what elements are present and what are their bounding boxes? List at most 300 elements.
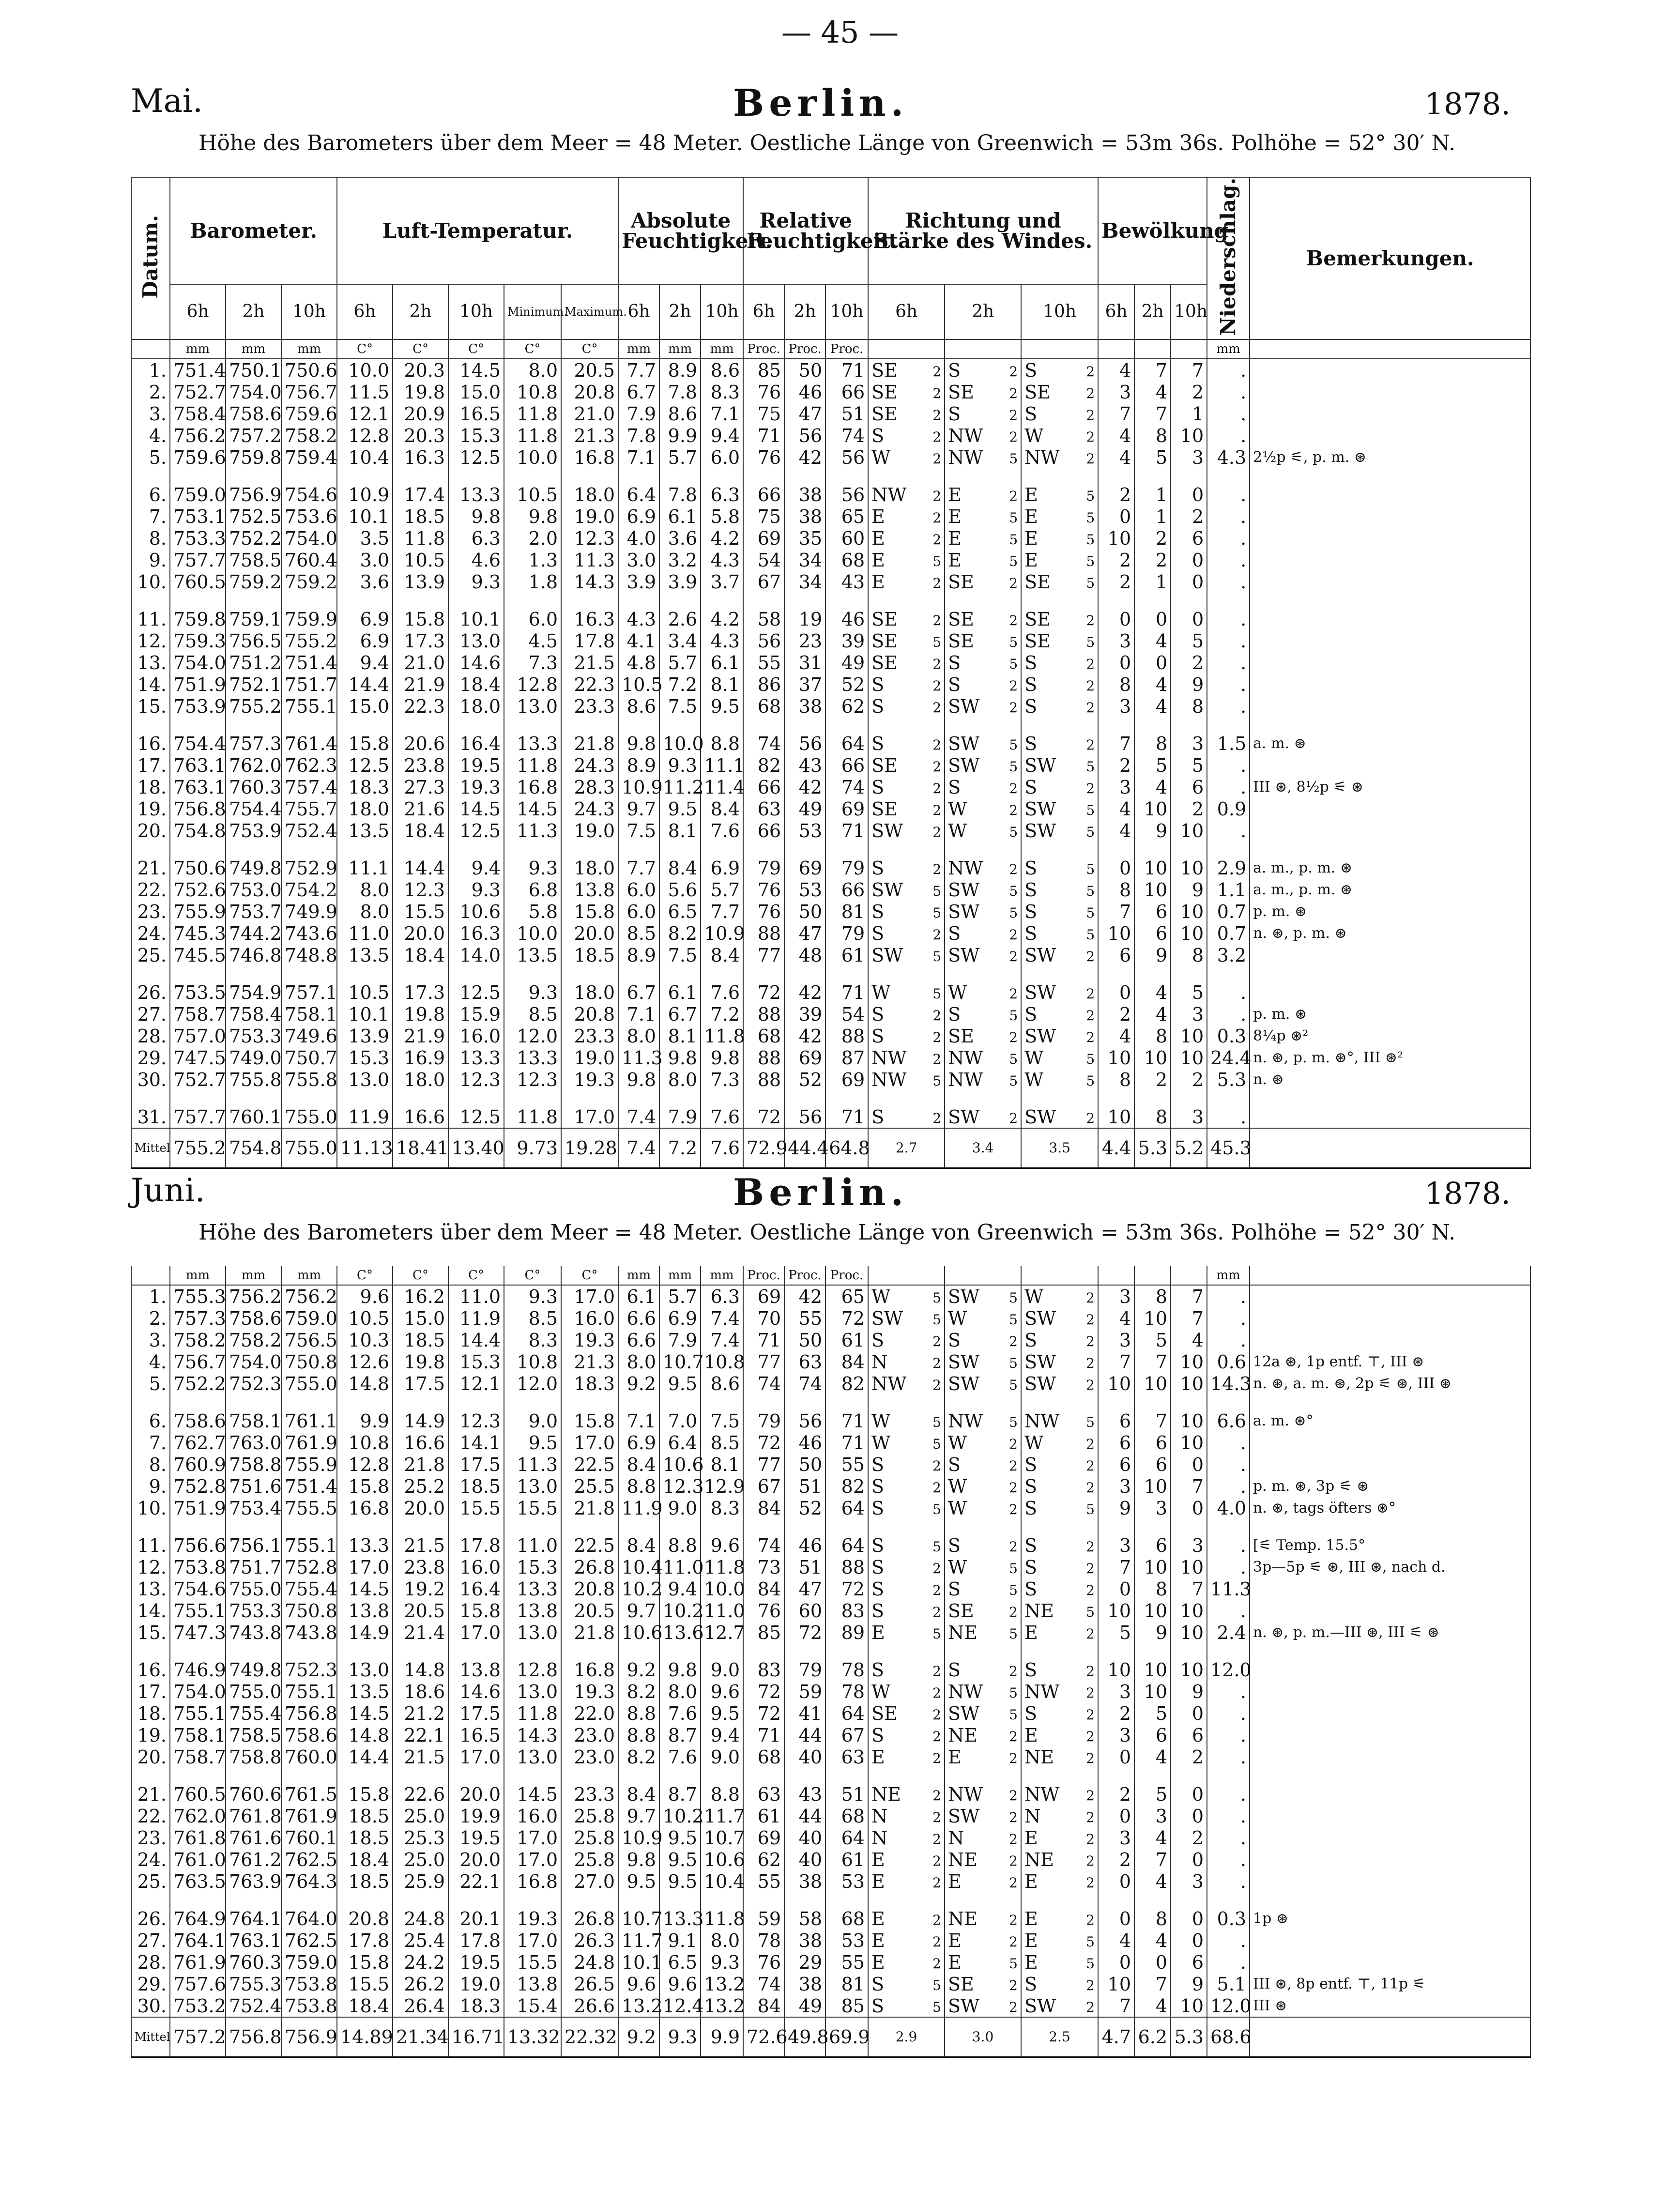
date-cell: 22. (131, 1805, 170, 1827)
wind-cell: E 2 (868, 1849, 945, 1870)
precip-cell: . (1207, 403, 1250, 425)
precip-cell: . (1207, 630, 1250, 652)
value-cell: 6.0 (618, 901, 659, 922)
wind-cell: SE 2 (868, 608, 945, 630)
value-cell: 6.5 (659, 1951, 701, 1973)
value-cell: 9.1 (659, 1929, 701, 1951)
gap-cell (561, 1519, 618, 1534)
unit-cell: mm (1207, 339, 1250, 359)
cloud-cell: 10 (1171, 1351, 1207, 1373)
value-cell: 14.5 (504, 798, 561, 820)
remark-cell: n. ⊛, p. m. ⊛°, III ⊛² (1250, 1047, 1530, 1069)
wind-cell: SW 5 (1021, 754, 1098, 776)
value-cell: 12.8 (504, 1659, 561, 1681)
gap-cell (170, 1892, 226, 1908)
wind-cell: E 2 (945, 484, 1021, 505)
wind-cell: S 2 (945, 1329, 1021, 1351)
value-cell: 63 (743, 798, 784, 820)
wind-force: 2 (1009, 385, 1018, 401)
value-cell: 760.0 (281, 1746, 337, 1768)
value-cell: 20.3 (393, 425, 448, 446)
precip-cell: 12.0 (1207, 1995, 1250, 2017)
wind-force: 2 (932, 1955, 941, 1972)
gap-cell (281, 1768, 337, 1783)
value-cell: 11.7 (618, 1929, 659, 1951)
remark-cell (1250, 652, 1530, 674)
wind-force: 5 (1086, 802, 1095, 818)
value-cell: 751.2 (226, 652, 281, 674)
value-cell: 19.0 (561, 505, 618, 527)
wind-cell: W 5 (945, 820, 1021, 842)
gap-cell (504, 717, 561, 733)
value-cell: 11.8 (504, 1702, 561, 1724)
gap-cell (281, 1519, 337, 1534)
cloud-cell: 6 (1134, 1724, 1171, 1746)
gap-cell (743, 1768, 784, 1783)
unit-cell: mm (226, 1266, 281, 1285)
value-cell: 6.4 (659, 1432, 701, 1454)
wind-cell: W 5 (945, 1307, 1021, 1329)
value-cell: 10.4 (618, 1556, 659, 1578)
date-cell: 25. (131, 944, 170, 966)
wind-force: 2 (932, 736, 942, 753)
gap-cell (825, 966, 868, 981)
gap-cell (448, 593, 504, 608)
value-cell: 22.1 (448, 1870, 504, 1892)
gap-cell (561, 1643, 618, 1659)
gap-cell (1207, 1394, 1250, 1410)
date-cell: 29. (131, 1973, 170, 1995)
wind-force: 5 (1009, 450, 1018, 467)
date-cell: 19. (131, 798, 170, 820)
value-cell: 10.9 (618, 776, 659, 798)
value-cell: 10.4 (701, 1870, 743, 1892)
cloud-cell: 5 (1134, 754, 1171, 776)
value-cell: 22.0 (561, 1702, 618, 1724)
gap-cell (448, 1090, 504, 1106)
may-table-body (131, 339, 1530, 1168)
value-cell: 8.6 (701, 1373, 743, 1394)
value-cell: 42 (784, 446, 825, 468)
gap-cell (825, 1768, 868, 1783)
value-cell: 6.6 (618, 1307, 659, 1329)
wind-cell: SW 2 (1021, 1351, 1098, 1373)
cloud-cell: 3 (1171, 1870, 1207, 1892)
value-cell: 14.5 (448, 798, 504, 820)
col-datum: Datum. (131, 177, 170, 339)
wind-cell: SE 2 (868, 381, 945, 403)
wind-cell: E 5 (1021, 1929, 1098, 1951)
wind-cell: SW 5 (945, 901, 1021, 922)
wind-cell: S 2 (1021, 1534, 1098, 1556)
gap-cell (1098, 842, 1134, 857)
table-row (131, 754, 1530, 776)
wind-force: 5 (932, 1625, 941, 1642)
wind-force: 2 (932, 1029, 942, 1045)
gap-cell (1171, 966, 1207, 981)
wind-force: 2 (1009, 1457, 1018, 1474)
unit-cell: mm (659, 339, 701, 359)
value-cell: 18.4 (393, 944, 448, 966)
table-row (131, 1307, 1530, 1329)
mean-value: 72.6 (743, 2017, 784, 2057)
gap-cell (868, 593, 945, 608)
cloud-cell: 7 (1098, 1351, 1134, 1373)
table-row (131, 1106, 1530, 1128)
value-cell: 56 (825, 446, 868, 468)
precip-cell: . (1207, 1702, 1250, 1724)
value-cell: 761.8 (226, 1805, 281, 1827)
cloud-cell: 4 (1134, 1003, 1171, 1025)
cloud-cell: 10 (1134, 1681, 1171, 1702)
value-cell: 8.0 (337, 901, 393, 922)
value-cell: 756.2 (281, 1285, 337, 1307)
value-cell: 756.8 (281, 1702, 337, 1724)
unit-cell (131, 339, 170, 359)
value-cell: 756.1 (226, 1534, 281, 1556)
value-cell: 18.4 (337, 1995, 393, 2017)
value-cell: 21.3 (561, 425, 618, 446)
mean-value: 21.34 (393, 2017, 448, 2057)
wind-force: 2 (1009, 1912, 1018, 1928)
gap-cell (1021, 1768, 1098, 1783)
value-cell: 19.3 (561, 1681, 618, 1702)
gap-cell (504, 593, 561, 608)
value-cell: 25.9 (393, 1870, 448, 1892)
value-cell: 6.5 (659, 901, 701, 922)
value-cell: 76 (743, 879, 784, 901)
value-cell: 12.5 (448, 820, 504, 842)
value-cell: 75 (743, 403, 784, 425)
gap-cell (701, 1892, 743, 1908)
value-cell: 753.8 (281, 1995, 337, 2017)
unit-cell (1171, 339, 1207, 359)
value-cell: 50 (784, 901, 825, 922)
date-cell: 3. (131, 1329, 170, 1351)
value-cell: 8.8 (701, 1783, 743, 1805)
remark-cell (1250, 1951, 1530, 1973)
value-cell: 763.5 (170, 1870, 226, 1892)
remark-cell (1250, 484, 1530, 505)
wind-cell: NW 2 (1021, 1783, 1098, 1805)
value-cell: 761.6 (226, 1827, 281, 1849)
may-table: Datum. Barometer. Luft-Temperatur. Absolute Feuchtigkeit. Relative Feuchtigkeit. Richtung und Stärke des Windes. Bewölkung Niederschlag. Bemerkungen. 6h 2h 10h 6h 2h 10h Minimum. Maximum. 6h 2h 10h 6h 2h 10h 6h 2h 10h 6h 2h 10h mm mm mm C° C° C° C° C° mm mm mm Proc. Proc. Proc. mm 1. 751.4 750.1 750.6 10.0 20.3 14.5 8.0 20.5 7.7 8.9 8.6 85 50 71 SE 2 S 2 S 2 4 7 7 . 2. 752.7 754.0 756.7 11.5 19.8 15.0 10.8 20.8 6.7 7.8 8.3 76 46 66 SE 2 SE 2 SE 2 3 4 2 . 3. 758.4 758.6 759.6 12.1 20.9 16.5 11.8 21.0 7.9 8.6 7.1 75 47 51 SE 2 S 2 S 2 7 7 1 . 4. 756.2 757.2 758.2 12.8 20.3 15.3 11.8 21.3 7.8 9.9 9.4 71 56 74 S 2 NW 2 W 2 4 8 10 . 5. 759.6 759.8 759.4 10.4 16.3 12.5 10.0 16.8 7.1 5.7 6.0 76 42 56 W 2 NW 5 NW 2 4 5 3 4.3 2½p ⚟, p. m. ⊛ 6. 759.0 756.9 754.6 10.9 17.4 13.3 10.5 18.0 6.4 7.8 6.3 66 38 56 NW 2 E 2 E 5 2 1 0 . 7. 753.1 752.5 753.6 10.1 18.5 9.8 9.8 19.0 6.9 6.1 5.8 75 38 65 E 2 E 5 E 5 0 1 2 . 8. 753.3 752.2 754.0 3.5 11.8 6.3 2.0 12.3 4.0 3.6 4.2 69 35 60 E 2 E 5 E 5 10 2 6 . 9. 757.7 758.5 760.4 3.0 10.5 4.6 1.3 11.3 3.0 3.2 4.3 54 34 68 E 5 E 5 E 5 2 2 0 . 10. 760.5 759.2 759.2 3.6 13.9 9.3 1.8 14.3 3.9 3.9 3.7 67 34 43 E 2 SE 2 SE 5 2 1 0 . 11. 759.8 759.1 759.9 6.9 15.8 10.1 6.0 16.3 4.3 2.6 4.2 58 19 46 SE 2 SE 2 SE 2 0 0 0 . 12. 759.3 756.5 755.2 6.9 17.3 13.0 4.5 17.8 4.1 3.4 4.3 56 23 39 SE 5 SE 5 SE 5 3 4 5 . 13. 754.0 751.2 751.4 9.4 21.0 14.6 7.3 21.5 4.8 5.7 6.1 55 31 49 SE 2 S 5 S 2 0 0 2 . 14. 751.9 752.1 751.7 14.4 21.9 18.4 12.8 22.3 10.5 7.2 8.1 86 37 52 S 2 S 2 S 2 8 4 9 . 15. 753.9 755.2 755.1 15.0 22.3 18.0 13.0 23.3 8.6 7.5 9.5 68 38 62 S 2 SW 2 S 2 3 4 8 . 16. 754.4 757.3 761.4 15.8 20.6 16.4 13.3 21.8 9.8 10.0 8.8 74 56 64 S 2 SW 5 S 2 7 8 3 1.5 a. m. ⊛ 17. 763.1 762.0 762.3 12.5 23.8 19.5 11.8 24.3 8.9 9.3 11.1 82 43 66 SE 2 SW 5 SW 5 2 5 5 . 18. 763.1 760.3 757.4 18.3 27.3 19.3 16.8 28.3 10.9 11.2 11.4 66 42 74 S 2 S 2 S 2 3 4 6 . III ⊛, 8½p ⚟ ⊛ 19. 756.8 754.4 755.7 18.0 21.6 14.5 14.5 24.3 9.7 9.5 8.4 63 49 69 SE 2 W 2 SW 5 4 10 2 0.9 20. 754.8 753.9 752.4 13.5 18.4 12.5 11.3 19.0 7.5 8.1 7.6 66 53 71 SW 2 W 5 SW 5 4 9 10 . 21. 750.6 749.8 752.9 11.1 14.4 9.4 9.3 18.0 7.7 8.4 6.9 79 69 79 S 2 NW 2 S 5 0 10 10 2.9 a. m., p. m. ⊛ 22. 752.6 753.0 754.2 8.0 12.3 9.3 6.8 13.8 6.0 5.6 5.7 76 53 66 SW 5 SW 5 S 5 8 10 9 1.1 a. m., p. m. ⊛ 23. 755.9 753.7 749.9 8.0 15.5 10.6 5.8 15.8 6.0 6.5 7.7 76 50 81 S 5 SW 5 S 5 7 6 10 0.7 p. m. ⊛ 24. 745.3 744.2 743.6 11.0 20.0 16.3 10.0 20.0 8.5 8.2 10.9 88 47 79 S 2 S 2 S 5 10 6 10 0.7 n. ⊛, p. m. ⊛ 25. 745.5 746.8 748.8 13.5 18.4 14.0 13.5 18.5 8.9 7.5 8.4 77 48 61 SW 5 SW 2 SW 2 6 9 8 3.2 26. 753.5 754.9 757.1 10.5 17.3 12.5 9.3 18.0 6.7 6.1 7.6 72 42 71 W 5 W 2 SW 2 0 4 5 . 27. 758.7 758.4 758.1 10.1 19.8 15.9 8.5 20.8 7.1 6.7 7.2 88 39 54 S 2 S 5 S 2 2 4 3 . p. m. ⊛ 28. 757.0 753.3 749.6 13.9 21.9 16.0 12.0 23.3 8.0 8.1 11.8 68 42 88 S 2 SE 2 SW 2 4 8 10 0.3 8¼p ⊛² 29. 747.5 749.0 750.7 15.3 16.9 13.3 13.3 19.0 11.3 9.8 9.8 88 69 87 NW 2 NW 5 W 5 10 10 10 24.4 n. ⊛, p. m. ⊛°, III ⊛² 30. 752.7 755.8 755.8 13.0 18.0 12.3 12.3 19.3 9.8 8.0 7.3 88 52 69 NW 5 NW 5 W 5 8 2 2 5.3 n. ⊛ 31. 757.7 760.1 755.0 11.9 16.6 12.5 11.8 17.0 7.4 7.9 7.6 72 56 71 S 2 SW 2 SW 2 10 8 3 . Mittel 755.2 754.8 755.0 11.13 18.41 13.40 9.73 19.28 7.4 7.2 7.6 72.9 44.4 64.8 2.7 3.4 3.5 4.4 5.3 5.2 45.3 (131, 177, 1531, 1169)
unit-cell (1250, 339, 1530, 359)
value-cell: 74 (784, 1373, 825, 1394)
cloud-cell: 2 (1134, 549, 1171, 571)
cloud-cell: 5 (1134, 1783, 1171, 1805)
value-cell: 11.9 (448, 1307, 504, 1329)
value-cell: 9.8 (618, 1849, 659, 1870)
value-cell: 15.8 (393, 608, 448, 630)
mean-value: 19.28 (561, 1128, 618, 1168)
gap-cell (701, 468, 743, 484)
value-cell: 7.1 (618, 446, 659, 468)
gap-cell (743, 842, 784, 857)
wind-cell: SW 2 (1021, 1373, 1098, 1394)
value-cell: 14.8 (393, 1659, 448, 1681)
mean-wind: 3.4 (945, 1128, 1021, 1168)
value-cell: 11.5 (337, 381, 393, 403)
cloud-cell: 8 (1134, 1578, 1171, 1600)
remark-cell (1250, 425, 1530, 446)
value-cell: 9.7 (618, 1805, 659, 1827)
value-cell: 13.0 (337, 1659, 393, 1681)
wind-force: 2 (932, 1663, 941, 1679)
wind-cell: S 2 (868, 857, 945, 879)
gap-cell (1171, 842, 1207, 857)
value-cell: 749.8 (226, 857, 281, 879)
value-cell: 55 (825, 1454, 868, 1475)
wind-force: 2 (932, 656, 942, 672)
wind-force: 5 (932, 1072, 942, 1089)
wind-force: 2 (1086, 780, 1095, 796)
cloud-cell: 0 (1171, 608, 1207, 630)
value-cell: 46 (784, 1432, 825, 1454)
wind-force: 2 (932, 385, 942, 401)
value-cell: 23 (784, 630, 825, 652)
value-cell: 752.1 (226, 674, 281, 695)
precip-cell: . (1207, 505, 1250, 527)
value-cell: 6.3 (701, 484, 743, 505)
value-cell: 19.9 (448, 1805, 504, 1827)
value-cell: 16.6 (393, 1106, 448, 1128)
value-cell: 9.5 (618, 1870, 659, 1892)
value-cell: 754.0 (281, 527, 337, 549)
value-cell: 21.0 (393, 652, 448, 674)
col-temperature: Luft-Temperatur. (337, 177, 618, 284)
wind-cell: E 5 (945, 527, 1021, 549)
wind-cell: E 2 (1021, 1908, 1098, 1929)
group-gap (131, 966, 1530, 981)
value-cell: 50 (784, 359, 825, 381)
value-cell: 84 (825, 1351, 868, 1373)
value-cell: 74 (743, 1373, 784, 1394)
value-cell: 755.4 (226, 1702, 281, 1724)
table-row (131, 879, 1530, 901)
value-cell: 83 (825, 1600, 868, 1622)
value-cell: 758.7 (170, 1746, 226, 1768)
wind-cell: SW 2 (1021, 1106, 1098, 1128)
cloud-cell: 5 (1098, 1622, 1134, 1643)
value-cell: 72 (743, 1432, 784, 1454)
precip-cell: . (1207, 754, 1250, 776)
date-cell: 30. (131, 1069, 170, 1090)
mean-value: 69.9 (825, 2017, 868, 2057)
wind-cell: SW 2 (945, 1995, 1021, 2017)
wind-force: 2 (1086, 1853, 1095, 1869)
cloud-cell: 9 (1171, 1681, 1207, 1702)
cloud-cell: 2 (1171, 1069, 1207, 1090)
cloud-cell: 8 (1098, 879, 1134, 901)
wind-force: 2 (1009, 802, 1018, 818)
wind-force: 2 (1009, 1853, 1018, 1869)
wind-cell: S 2 (1021, 1578, 1098, 1600)
value-cell: 7.0 (659, 1410, 701, 1432)
value-cell: 76 (743, 1600, 784, 1622)
remark-cell (1250, 754, 1530, 776)
value-cell: 760.1 (226, 1106, 281, 1128)
wind-force: 2 (932, 575, 942, 591)
value-cell: 757.1 (281, 981, 337, 1003)
value-cell: 7.6 (701, 1106, 743, 1128)
gap-cell (784, 1394, 825, 1410)
cloud-cell: 5 (1134, 1702, 1171, 1724)
mean-value: 18.41 (393, 1128, 448, 1168)
wind-force: 2 (1086, 612, 1095, 628)
value-cell: 759.2 (281, 571, 337, 593)
cloud-cell: 1 (1134, 571, 1171, 593)
mean-label: Mittel (131, 2017, 170, 2057)
cloud-cell: 8 (1134, 1908, 1171, 1929)
cloud-cell: 7 (1134, 1410, 1171, 1432)
value-cell: 763.1 (226, 1929, 281, 1951)
remark-cell: n. ⊛, a. m. ⊛, 2p ⚟ ⊛, III ⊛ (1250, 1373, 1530, 1394)
wind-cell: S 5 (868, 1497, 945, 1519)
value-cell: 21.0 (561, 403, 618, 425)
wind-cell: SW 2 (945, 1805, 1021, 1827)
gap-cell (504, 966, 561, 981)
gap-cell (868, 468, 945, 484)
table-row (131, 527, 1530, 549)
value-cell: 15.8 (337, 1951, 393, 1973)
wind-cell: N 2 (945, 1827, 1021, 1849)
value-cell: 9.3 (504, 857, 561, 879)
value-cell: 43 (784, 754, 825, 776)
value-cell: 61 (825, 1849, 868, 1870)
cloud-cell: 2 (1134, 1069, 1171, 1090)
group-gap (131, 1768, 1530, 1783)
gap-cell (825, 717, 868, 733)
gap-cell (170, 1090, 226, 1106)
value-cell: 14.5 (504, 1783, 561, 1805)
value-cell: 86 (743, 674, 784, 695)
value-cell: 21.4 (393, 1622, 448, 1643)
value-cell: 20.0 (393, 922, 448, 944)
value-cell: 24.8 (561, 1951, 618, 1973)
value-cell: 9.5 (701, 1702, 743, 1724)
precip-cell: . (1207, 820, 1250, 842)
gap-cell (1171, 1643, 1207, 1659)
value-cell: 68 (743, 1025, 784, 1047)
value-cell: 6.4 (618, 484, 659, 505)
gap-cell (393, 1394, 448, 1410)
wind-cell: SW 2 (1021, 1025, 1098, 1047)
value-cell: 750.8 (281, 1351, 337, 1373)
value-cell: 763.9 (226, 1870, 281, 1892)
value-cell: 752.5 (226, 505, 281, 527)
may-header (131, 82, 1511, 177)
units-row (131, 1266, 1530, 1285)
gap-cell (1250, 717, 1530, 733)
value-cell: 16.4 (448, 733, 504, 754)
wind-force: 2 (932, 1110, 942, 1126)
value-cell: 14.6 (448, 652, 504, 674)
wind-cell: S 2 (868, 922, 945, 944)
gap-cell (618, 468, 659, 484)
gap-cell (1207, 1090, 1250, 1106)
value-cell: 14.4 (393, 857, 448, 879)
gap-cell (337, 468, 393, 484)
col-wind: Richtung und Stärke des Windes. (868, 177, 1098, 284)
value-cell: 19.2 (393, 1578, 448, 1600)
table-row (131, 1047, 1530, 1069)
date-cell: 4. (131, 425, 170, 446)
gap-cell (1134, 717, 1171, 733)
value-cell: 760.6 (226, 1783, 281, 1805)
value-cell: 62 (743, 1849, 784, 1870)
value-cell: 82 (743, 754, 784, 776)
wind-cell: S 5 (945, 1003, 1021, 1025)
value-cell: 64 (825, 1827, 868, 1849)
gap-cell (1250, 1892, 1530, 1908)
value-cell: 20.9 (393, 403, 448, 425)
wind-force: 2 (932, 450, 942, 467)
value-cell: 3.9 (659, 571, 701, 593)
wind-cell: NE 2 (945, 1849, 1021, 1870)
gap-cell (131, 1643, 170, 1659)
mean-value: 7.2 (659, 1128, 701, 1168)
units-row (131, 339, 1530, 359)
value-cell: 10.6 (701, 1849, 743, 1870)
value-cell: 88 (743, 922, 784, 944)
date-cell: 23. (131, 901, 170, 922)
value-cell: 12.8 (337, 425, 393, 446)
gap-cell (170, 468, 226, 484)
wind-cell: W 5 (868, 1432, 945, 1454)
cloud-cell: 10 (1098, 1047, 1134, 1069)
value-cell: 3.9 (618, 571, 659, 593)
wind-cell: SW 5 (945, 1702, 1021, 1724)
cloud-cell: 3 (1098, 1724, 1134, 1746)
station-info: Höhe des Barometers über dem Meer = 48 Meter. Oestliche Länge von Greenwich = 53m 36s. Polhöhe = 52° 30′ N. (199, 131, 1456, 155)
value-cell: 17.0 (504, 1827, 561, 1849)
value-cell: 6.3 (701, 1285, 743, 1307)
value-cell: 85 (743, 359, 784, 381)
wind-cell: S 2 (868, 1578, 945, 1600)
gap-cell (618, 1090, 659, 1106)
gap-cell (1171, 1768, 1207, 1783)
date-cell: 21. (131, 857, 170, 879)
value-cell: 5.6 (659, 879, 701, 901)
wind-cell: S 2 (868, 695, 945, 717)
value-cell: 63 (784, 1351, 825, 1373)
wind-force: 5 (1009, 758, 1018, 775)
value-cell: 758.8 (226, 1746, 281, 1768)
value-cell: 752.8 (281, 1556, 337, 1578)
value-cell: 64 (825, 733, 868, 754)
value-cell: 9.4 (701, 1724, 743, 1746)
wind-cell: SW 2 (1021, 1307, 1098, 1329)
value-cell: 21.8 (561, 1497, 618, 1519)
gap-cell (784, 468, 825, 484)
gap-cell (337, 717, 393, 733)
unit-cell: C° (337, 1266, 393, 1285)
gap-cell (1134, 1519, 1171, 1534)
value-cell: 9.3 (504, 1285, 561, 1307)
wind-force: 2 (1086, 1582, 1095, 1598)
wind-force: 5 (1009, 1051, 1018, 1067)
wind-cell: SE 5 (1021, 571, 1098, 593)
gap-cell (868, 1643, 945, 1659)
cloud-cell: 6 (1098, 1432, 1134, 1454)
value-cell: 89 (825, 1622, 868, 1643)
value-cell: 20.6 (393, 733, 448, 754)
mean-value: 9.2 (618, 2017, 659, 2057)
value-cell: 8.9 (618, 944, 659, 966)
value-cell: 67 (743, 1475, 784, 1497)
value-cell: 17.0 (504, 1929, 561, 1951)
